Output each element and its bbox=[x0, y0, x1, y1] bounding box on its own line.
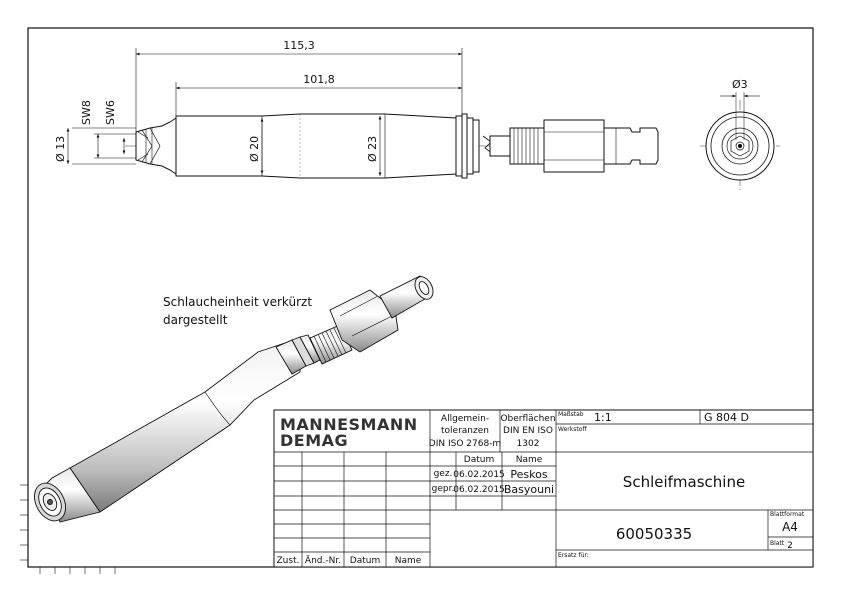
housing bbox=[176, 114, 456, 178]
replaces-label: Ersatz für: bbox=[558, 552, 589, 559]
tolerance-line-2: toleranzen bbox=[441, 426, 489, 436]
checked-date: 06.02.2015 bbox=[453, 485, 505, 495]
surface-line-2: DIN EN ISO bbox=[503, 426, 553, 436]
scale-label: Maßstab bbox=[558, 411, 584, 418]
dim-dia3: Ø3 bbox=[732, 78, 748, 91]
scale-value: 1:1 bbox=[594, 411, 612, 424]
date-header: Datum bbox=[463, 455, 495, 465]
dim-overall-length: 115,3 bbox=[283, 39, 315, 52]
format-value: A4 bbox=[782, 520, 798, 534]
sheet-label: Blatt bbox=[770, 540, 785, 547]
dim-dia13: Ø 13 bbox=[54, 135, 67, 162]
drawing-code: G 804 D bbox=[704, 411, 749, 424]
dim-body-length: 101,8 bbox=[303, 73, 335, 86]
drawn-name: Peskos bbox=[510, 468, 548, 481]
drawn-date: 06.02.2015 bbox=[453, 470, 505, 480]
end-view bbox=[700, 92, 780, 190]
title-block bbox=[274, 410, 813, 567]
name-header: Name bbox=[515, 455, 543, 465]
iso-housing bbox=[70, 342, 300, 512]
drawing-title: Schleifmaschine bbox=[622, 473, 746, 491]
tolerance-line-3: DIN ISO 2768-m bbox=[428, 439, 502, 449]
company-logo-line-1: MANNESMANN bbox=[280, 415, 418, 434]
rev-header-name: Name bbox=[394, 556, 422, 566]
tolerance-line-1: Allgemein- bbox=[440, 414, 490, 424]
dim-dia20: Ø 20 bbox=[248, 135, 261, 162]
side-view bbox=[125, 114, 658, 178]
note-line-1: Schlaucheinheit verkürzt bbox=[163, 295, 313, 309]
surface-line-1: Oberflächen bbox=[500, 414, 556, 424]
rev-header-date: Datum bbox=[349, 556, 381, 566]
material-label: Werkstoff bbox=[558, 426, 587, 433]
checked-label: gepr. bbox=[431, 484, 455, 494]
note-line-2: dargestellt bbox=[163, 313, 228, 327]
format-label: Blattformat bbox=[770, 511, 805, 518]
dim-dia23: Ø 23 bbox=[366, 135, 379, 162]
dim-sw6: SW6 bbox=[104, 100, 117, 125]
drawn-label: gez. bbox=[433, 469, 453, 479]
rev-header-change: Änd.-Nr. bbox=[304, 556, 342, 566]
drawing-number: 60050335 bbox=[615, 525, 693, 543]
sheet-value: 2 bbox=[787, 541, 793, 551]
company-logo-line-2: DEMAG bbox=[280, 431, 349, 450]
checked-name: Basyouni bbox=[503, 483, 555, 496]
surface-line-3: 1302 bbox=[516, 439, 540, 449]
collet-nose bbox=[136, 118, 176, 174]
dim-sw8: SW8 bbox=[80, 100, 93, 125]
rev-header-state: Zust. bbox=[276, 556, 300, 566]
